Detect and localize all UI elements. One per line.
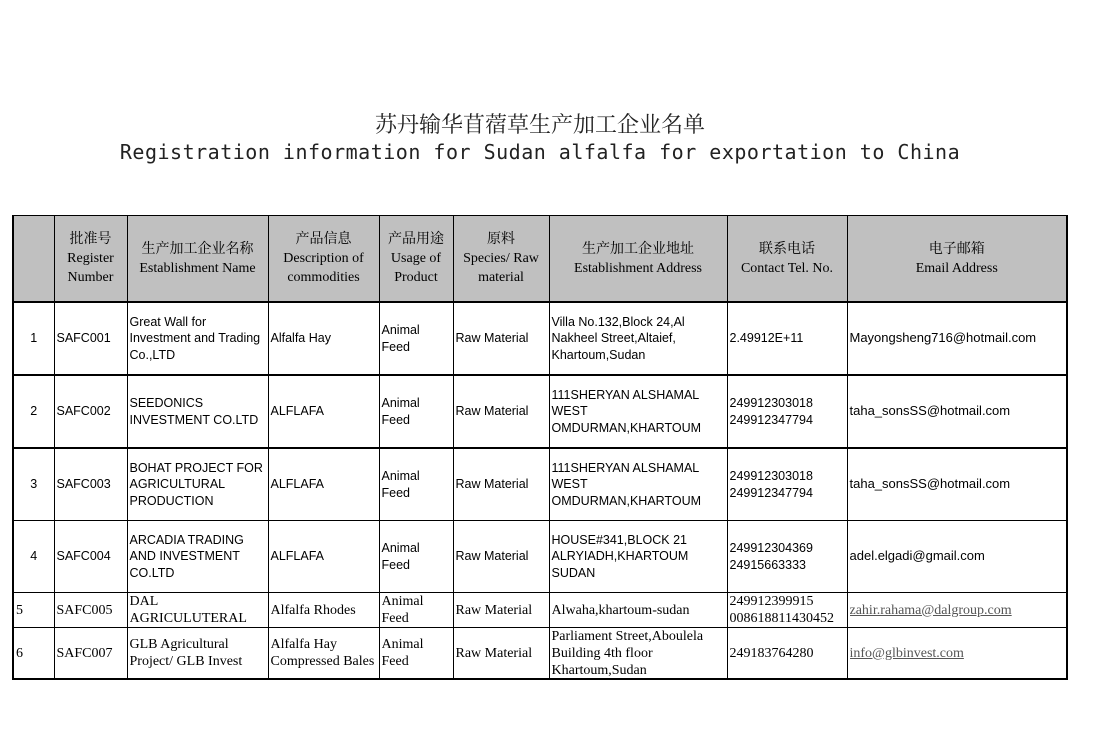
table-row <box>13 302 1067 375</box>
table-row <box>13 593 1067 628</box>
address: Villa No.132,Block 24,Al Nakheel Street,Altaief, Khartoum,Sudan <box>549 302 727 375</box>
species: Raw Material <box>453 521 549 593</box>
row-index: 6 <box>13 628 54 680</box>
establishment-name: DAL AGRICULUTERAL <box>127 593 268 628</box>
email: Mayongsheng716@hotmail.com <box>847 302 1067 375</box>
header-register-number: 批准号 Register Number <box>54 216 127 303</box>
header-species: 原料 Species/ Raw material <box>453 216 549 303</box>
email: taha_sonsSS@hotmail.com <box>847 375 1067 448</box>
establishment-name: SEEDONICS INVESTMENT CO.LTD <box>127 375 268 448</box>
page-title-english: Registration information for Sudan alfalfa for exportation to China <box>119 140 961 164</box>
page-title-chinese: 苏丹输华苜蓿草生产加工企业名单 <box>374 113 705 138</box>
contact-tel: 249912304369 24915663333 <box>727 521 847 593</box>
contact-tel: 249912399915 008618811430452 <box>727 593 847 628</box>
register-number: SAFC004 <box>54 521 127 593</box>
usage: Animal Feed <box>379 593 453 628</box>
address: HOUSE#341,BLOCK 21 ALRYIADH,KHARTOUM SUDAN <box>549 521 727 593</box>
row-index: 3 <box>13 448 54 521</box>
species: Raw Material <box>453 593 549 628</box>
description: Alfalfa Rhodes <box>268 593 379 628</box>
species: Raw Material <box>453 375 549 448</box>
address: 111SHERYAN ALSHAMAL WEST OMDURMAN,KHARTOUM <box>549 448 727 521</box>
contact-tel: 249912303018 249912347794 <box>727 375 847 448</box>
row-index: 5 <box>13 593 54 628</box>
establishment-name: ARCADIA TRADING AND INVESTMENT CO.LTD <box>127 521 268 593</box>
header-establishment-name: 生产加工企业名称 Establishment Name <box>127 216 268 303</box>
register-number: SAFC002 <box>54 375 127 448</box>
description: Alfalfa Hay <box>268 302 379 375</box>
row-index: 1 <box>13 302 54 375</box>
species: Raw Material <box>453 628 549 680</box>
email-link[interactable]: zahir.rahama@dalgroup.com <box>847 593 1067 628</box>
email: taha_sonsSS@hotmail.com <box>847 448 1067 521</box>
email: adel.elgadi@gmail.com <box>847 521 1067 593</box>
description: ALFLAFA <box>268 375 379 448</box>
table-row <box>13 521 1067 593</box>
contact-tel: 249183764280 <box>727 628 847 680</box>
table-row <box>13 628 1067 680</box>
usage: Animal Feed <box>379 448 453 521</box>
usage: Animal Feed <box>379 375 453 448</box>
description: ALFLAFA <box>268 448 379 521</box>
email-link[interactable]: info@glbinvest.com <box>847 628 1067 680</box>
registration-table <box>12 215 1068 680</box>
establishment-name: GLB Agricultural Project/ GLB Invest <box>127 628 268 680</box>
contact-tel: 2.49912E+11 <box>727 302 847 375</box>
establishment-name: BOHAT PROJECT FOR AGRICULTURAL PRODUCTION <box>127 448 268 521</box>
register-number: SAFC007 <box>54 628 127 680</box>
header-address: 生产加工企业地址 Establishment Address <box>549 216 727 303</box>
header-index <box>13 216 54 303</box>
table-row <box>13 448 1067 521</box>
register-number: SAFC001 <box>54 302 127 375</box>
species: Raw Material <box>453 448 549 521</box>
address: 111SHERYAN ALSHAMAL WEST OMDURMAN,KHARTOUM <box>549 375 727 448</box>
row-index: 2 <box>13 375 54 448</box>
header-email: 电子邮箱 Email Address <box>847 216 1067 303</box>
row-index: 4 <box>13 521 54 593</box>
header-usage: 产品用途 Usage of Product <box>379 216 453 303</box>
usage: Animal Feed <box>379 302 453 375</box>
usage: Animal Feed <box>379 628 453 680</box>
usage: Animal Feed <box>379 521 453 593</box>
establishment-name: Great Wall for Investment and Trading Co.,LTD <box>127 302 268 375</box>
address: Parliament Street,Aboulela Building 4th floor Khartoum,Sudan <box>549 628 727 680</box>
table-header-row <box>13 216 1067 303</box>
contact-tel: 249912303018 249912347794 <box>727 448 847 521</box>
address: Alwaha,khartoum-sudan <box>549 593 727 628</box>
header-contact-tel: 联系电话 Contact Tel. No. <box>727 216 847 303</box>
species: Raw Material <box>453 302 549 375</box>
header-description: 产品信息 Description of commodities <box>268 216 379 303</box>
register-number: SAFC003 <box>54 448 127 521</box>
description: ALFLAFA <box>268 521 379 593</box>
register-number: SAFC005 <box>54 593 127 628</box>
table-row <box>13 375 1067 448</box>
description: Alfalfa Hay Compressed Bales <box>268 628 379 680</box>
